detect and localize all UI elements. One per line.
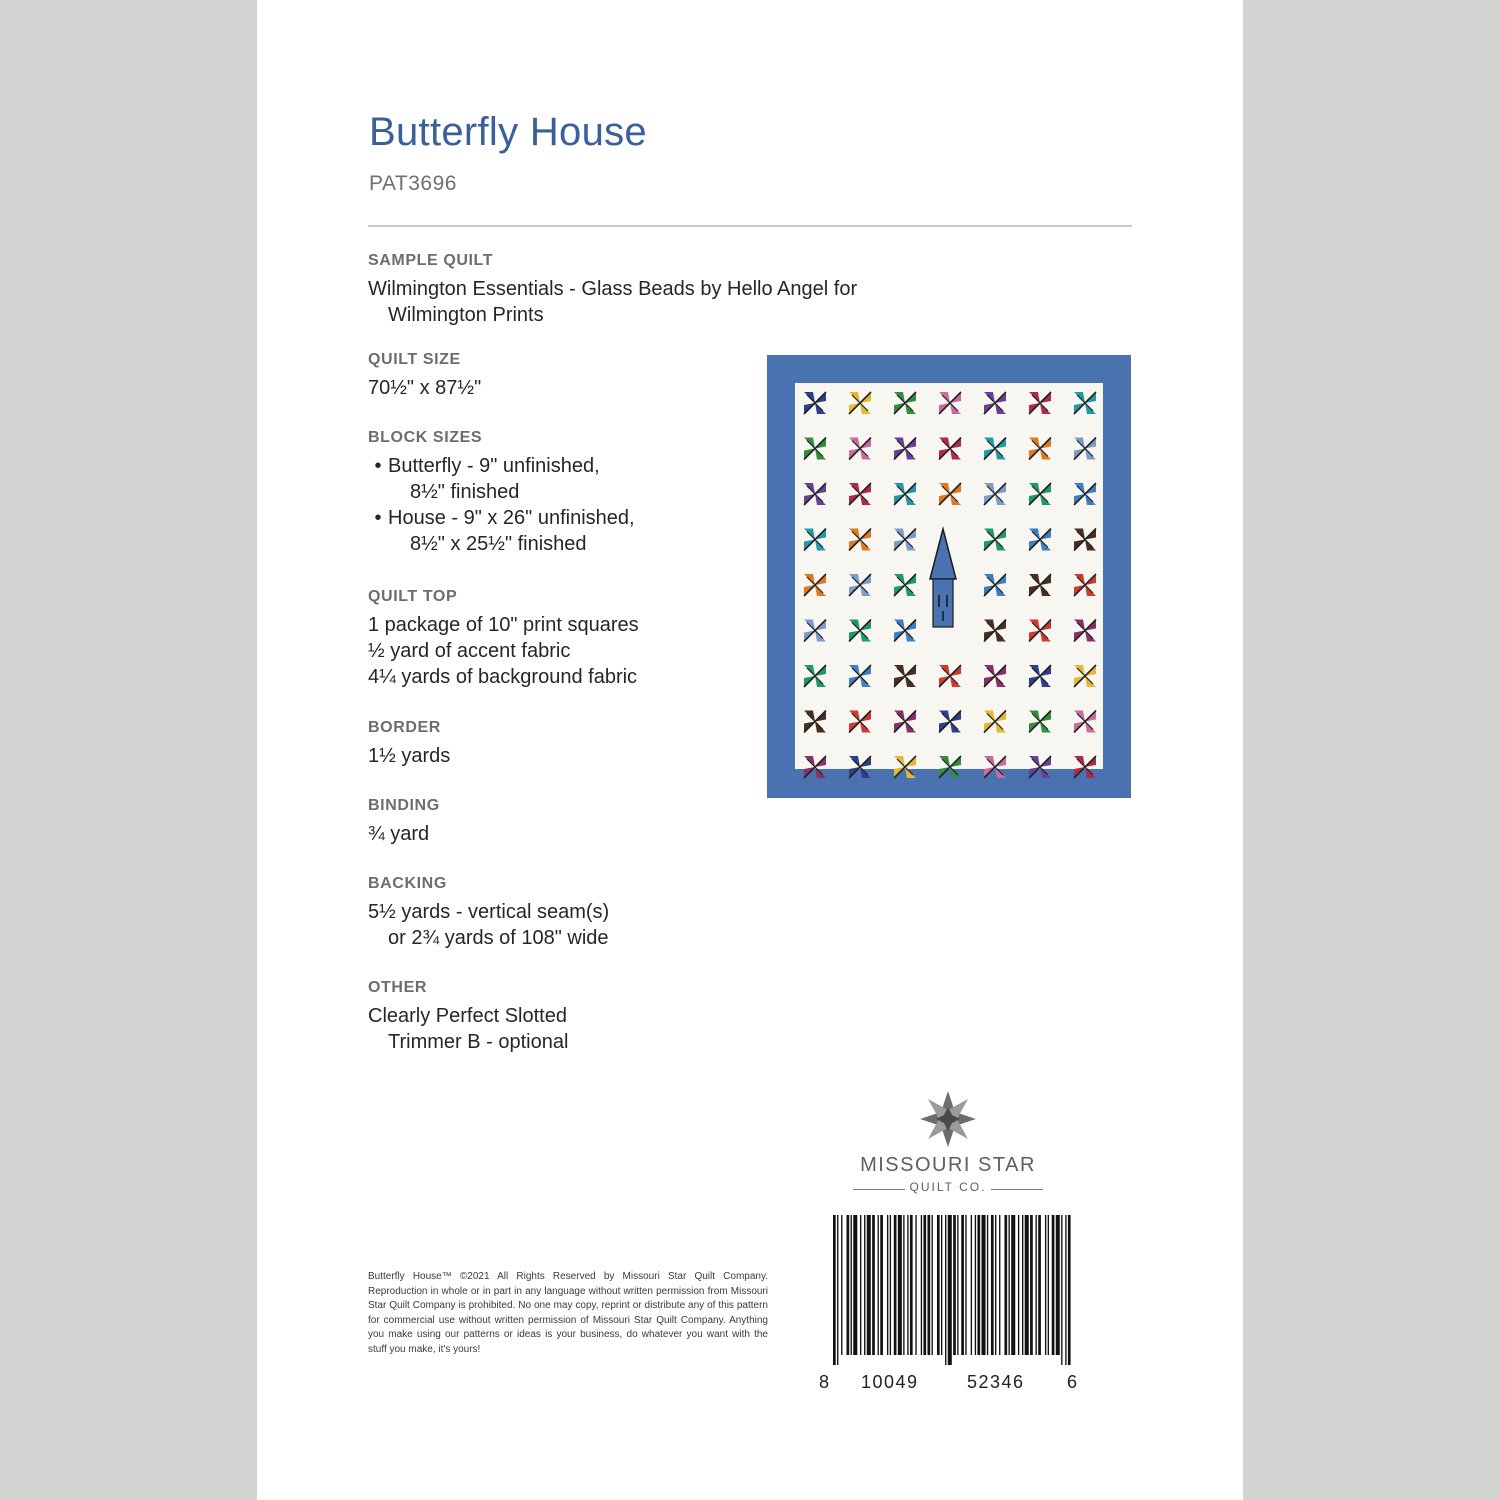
title-divider <box>368 225 1132 227</box>
barcode-bar <box>841 1215 842 1355</box>
barcode-bar <box>837 1215 838 1365</box>
section-heading: QUILT TOP <box>368 588 458 605</box>
section-binding <box>368 797 788 847</box>
barcode-bar <box>977 1215 980 1355</box>
bullet-item: • House - 9" x 26" unfinished, <box>374 507 635 529</box>
section-line: ¾ yard <box>368 823 430 845</box>
barcode-bar <box>1052 1215 1055 1355</box>
missouri-star-logo <box>847 1088 1049 1198</box>
barcode-bar <box>1022 1215 1023 1355</box>
section-line: Wilmington Prints <box>388 304 544 326</box>
pattern-title: Butterfly House <box>369 110 647 154</box>
barcode-bar <box>833 1215 836 1365</box>
barcode-bar <box>1061 1215 1062 1365</box>
barcode-bar <box>867 1215 871 1355</box>
logo-subtitle: QUILT CO. <box>909 1180 987 1194</box>
barcode-bar <box>851 1215 852 1355</box>
barcode-bar <box>864 1215 865 1355</box>
barcode-bar <box>937 1215 940 1355</box>
barcode-bar <box>860 1215 861 1355</box>
section-block-sizes <box>368 429 788 557</box>
copyright-notice: Butterfly House™ ©2021 All Rights Reserved by Missouri Star Quilt Company. Reproduction in whole or in part in any language without written permission from Missouri Star Quilt Company is prohibited. No one may copy, reprint or distribute any of this pattern for commercial use without written permission of Missouri Star Quilt Company. Anything you make using our patterns or ideas is your business, do whatever you want with the stuff you make, it's yours! <box>368 1271 768 1355</box>
section-heading: BINDING <box>368 797 440 814</box>
section-line: or 2¾ yards of 108" wide <box>388 927 609 949</box>
bullet-label: House - 9" x 26" unfinished, <box>388 507 635 529</box>
section-line: 4¼ yards of background fabric <box>368 666 638 688</box>
section-heading: BORDER <box>368 719 441 736</box>
barcode-bar <box>1045 1215 1046 1355</box>
section-heading: SAMPLE QUILT <box>368 252 494 269</box>
bullet-continuation: 8½" finished <box>410 481 520 503</box>
barcode-bar <box>915 1215 916 1355</box>
barcode-bar <box>987 1215 988 1355</box>
logo-rule-right <box>991 1189 1043 1190</box>
section-heading: BLOCK SIZES <box>368 429 483 446</box>
section-other <box>368 979 788 1055</box>
section-line: Trimmer B - optional <box>388 1031 569 1053</box>
section-quilt-size <box>368 351 788 401</box>
barcode-bar <box>948 1215 952 1365</box>
barcode-bar <box>971 1215 972 1355</box>
barcode-bar <box>999 1215 1000 1355</box>
barcode-bar <box>1009 1215 1010 1355</box>
pattern-sku: PAT3696 <box>369 172 457 195</box>
barcode-bar <box>898 1215 902 1355</box>
barcode-digits-left: 10049 <box>861 1372 919 1392</box>
barcode-bar <box>1030 1215 1033 1355</box>
logo-name: MISSOURI STAR <box>860 1154 1036 1176</box>
barcode-bar <box>945 1215 946 1365</box>
section-quilt-top <box>368 588 788 690</box>
logo-subtitle-row <box>851 1180 1045 1198</box>
barcode-bar <box>982 1215 986 1355</box>
barcode-bar <box>1038 1215 1041 1355</box>
section-line: Clearly Perfect Slotted <box>368 1005 567 1027</box>
barcode-bar <box>932 1215 933 1355</box>
bullet-label: Butterfly - 9" unfinished, <box>388 455 600 477</box>
barcode-digit-check: 6 <box>1067 1372 1078 1392</box>
barcode-bar <box>928 1215 931 1355</box>
barcode-bar <box>878 1215 879 1355</box>
barcode-bar <box>890 1215 891 1355</box>
bullet-continuation: 8½" x 25½" finished <box>410 533 587 555</box>
section-heading: BACKING <box>368 875 447 892</box>
barcode-bar <box>1056 1215 1060 1355</box>
barcode-bar <box>903 1215 904 1355</box>
barcode-bar <box>961 1215 964 1355</box>
section-line: 5½ yards - vertical seam(s) <box>368 901 610 923</box>
barcode-digit-lead: 8 <box>819 1372 830 1392</box>
barcode-bar <box>1011 1215 1015 1355</box>
section-sample-quilt <box>368 252 858 328</box>
barcode-bar <box>965 1215 966 1355</box>
barcode-bar <box>910 1215 913 1355</box>
barcode-bar <box>991 1215 994 1355</box>
barcode-bar <box>921 1215 922 1355</box>
barcode-bar <box>894 1215 897 1355</box>
section-heading: QUILT SIZE <box>368 351 461 368</box>
section-line: Wilmington Essentials - Glass Beads by Hello Angel for <box>368 278 858 300</box>
barcode-bar <box>853 1215 857 1355</box>
star-icon <box>847 1088 1049 1150</box>
barcode-bar <box>1036 1215 1037 1355</box>
barcode-bar <box>975 1215 976 1355</box>
barcode-bar <box>1048 1215 1049 1355</box>
section-line: ½ yard of accent fabric <box>368 640 571 662</box>
barcode-bar <box>995 1215 996 1355</box>
barcode-bar <box>941 1215 942 1355</box>
section-line: 1 package of 10" print squares <box>368 614 639 636</box>
bullet-item: • Butterfly - 9" unfinished, <box>374 455 600 477</box>
section-line: 70½" x 87½" <box>368 377 482 399</box>
barcode-bar <box>1025 1215 1029 1355</box>
barcode-bar <box>887 1215 888 1355</box>
pattern-back-cover <box>257 0 1243 1500</box>
barcode-bar <box>880 1215 883 1355</box>
barcode-bar <box>957 1215 958 1355</box>
barcode-bar <box>1065 1215 1066 1365</box>
barcode-bar <box>872 1215 875 1355</box>
barcode-bar <box>907 1215 908 1355</box>
section-backing <box>368 875 788 951</box>
section-border <box>368 719 788 769</box>
barcode-bar <box>847 1215 850 1355</box>
section-line: 1½ yards <box>368 745 451 767</box>
quilt-photo <box>767 355 1131 798</box>
barcode-digits-right: 52346 <box>967 1372 1025 1392</box>
section-heading: OTHER <box>368 979 427 996</box>
barcode-bar <box>953 1215 956 1355</box>
barcode-bar <box>923 1215 926 1355</box>
barcode-bar <box>1018 1215 1019 1355</box>
barcode <box>819 1213 1083 1393</box>
barcode-bar <box>1004 1215 1007 1355</box>
barcode-bar <box>1068 1215 1071 1365</box>
